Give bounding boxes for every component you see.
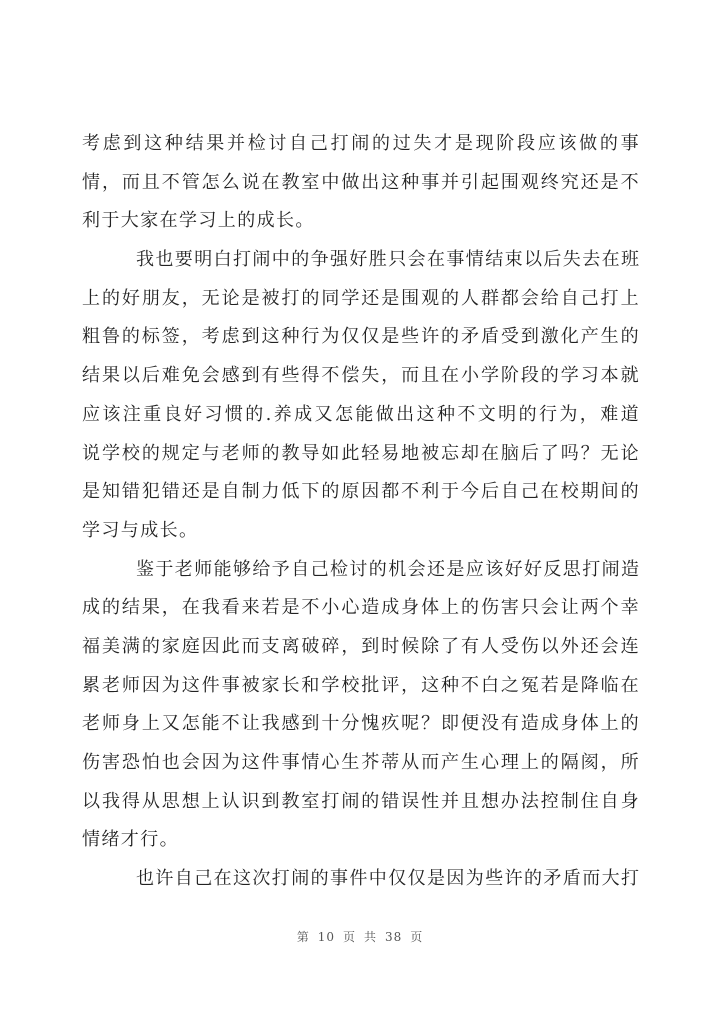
text-line: 情，而且不管怎么说在教室中做出这种事并引起围观终究还是不	[82, 171, 640, 193]
text-line: 也许自己在这次打闹的事件中仅仅是因为些许的矛盾而大打	[136, 868, 640, 890]
text-line: 老师身上又怎能不让我感到十分愧疚呢？即便没有造成身体上的	[82, 713, 640, 735]
text-line: 情绪才行。	[82, 829, 179, 851]
total-suffix: 页	[410, 930, 424, 944]
text-line: 学习与成长。	[82, 519, 199, 541]
text-line: 粗鲁的标签，考虑到这种行为仅仅是些许的矛盾受到激化产生的	[82, 326, 640, 348]
page-suffix: 页	[342, 930, 356, 944]
text-line: 是知错犯错还是自制力低下的原因都不利于今后自己在校期间的	[82, 481, 640, 503]
page-prefix: 第	[296, 930, 310, 944]
text-line: 鉴于老师能够给予自己检讨的机会还是应该好好反思打闹造	[136, 558, 640, 580]
text-line: 福美满的家庭因此而支离破碎，到时候除了有人受伤以外还会连	[82, 635, 640, 657]
total-prefix: 共	[364, 930, 378, 944]
text-line: 应该注重良好习惯的.养成又怎能做出这种不文明的行为，难道	[82, 403, 640, 425]
text-line: 我也要明白打闹中的争强好胜只会在事情结束以后失去在班	[136, 249, 640, 271]
page-footer	[0, 928, 720, 945]
text-line: 利于大家在学习上的成长。	[82, 210, 315, 232]
total-pages: 38	[385, 930, 403, 944]
text-line: 说学校的规定与老师的教导如此轻易地被忘却在脑后了吗？无论	[82, 442, 640, 464]
text-line: 伤害恐怕也会因为这件事情心生芥蒂从而产生心理上的隔阂，所	[82, 752, 640, 773]
page-number: 10	[317, 930, 335, 944]
text-line: 上的好朋友，无论是被打的同学还是围观的人群都会给自己打上	[82, 287, 640, 309]
text-line: 结果以后难免会感到有些得不偿失，而且在小学阶段的学习本就	[82, 365, 640, 387]
text-line: 成的结果，在我看来若是不小心造成身体上的伤害只会让两个幸	[82, 597, 640, 619]
document-body	[82, 125, 640, 899]
text-line: 累老师因为这件事被家长和学校批评，这种不白之冤若是降临在	[82, 674, 640, 696]
text-line: 考虑到这种结果并检讨自己打闹的过失才是现阶段应该做的事	[82, 133, 640, 154]
text-line: 以我得从思想上认识到教室打闹的错误性并且想办法控制住自身	[82, 790, 640, 812]
